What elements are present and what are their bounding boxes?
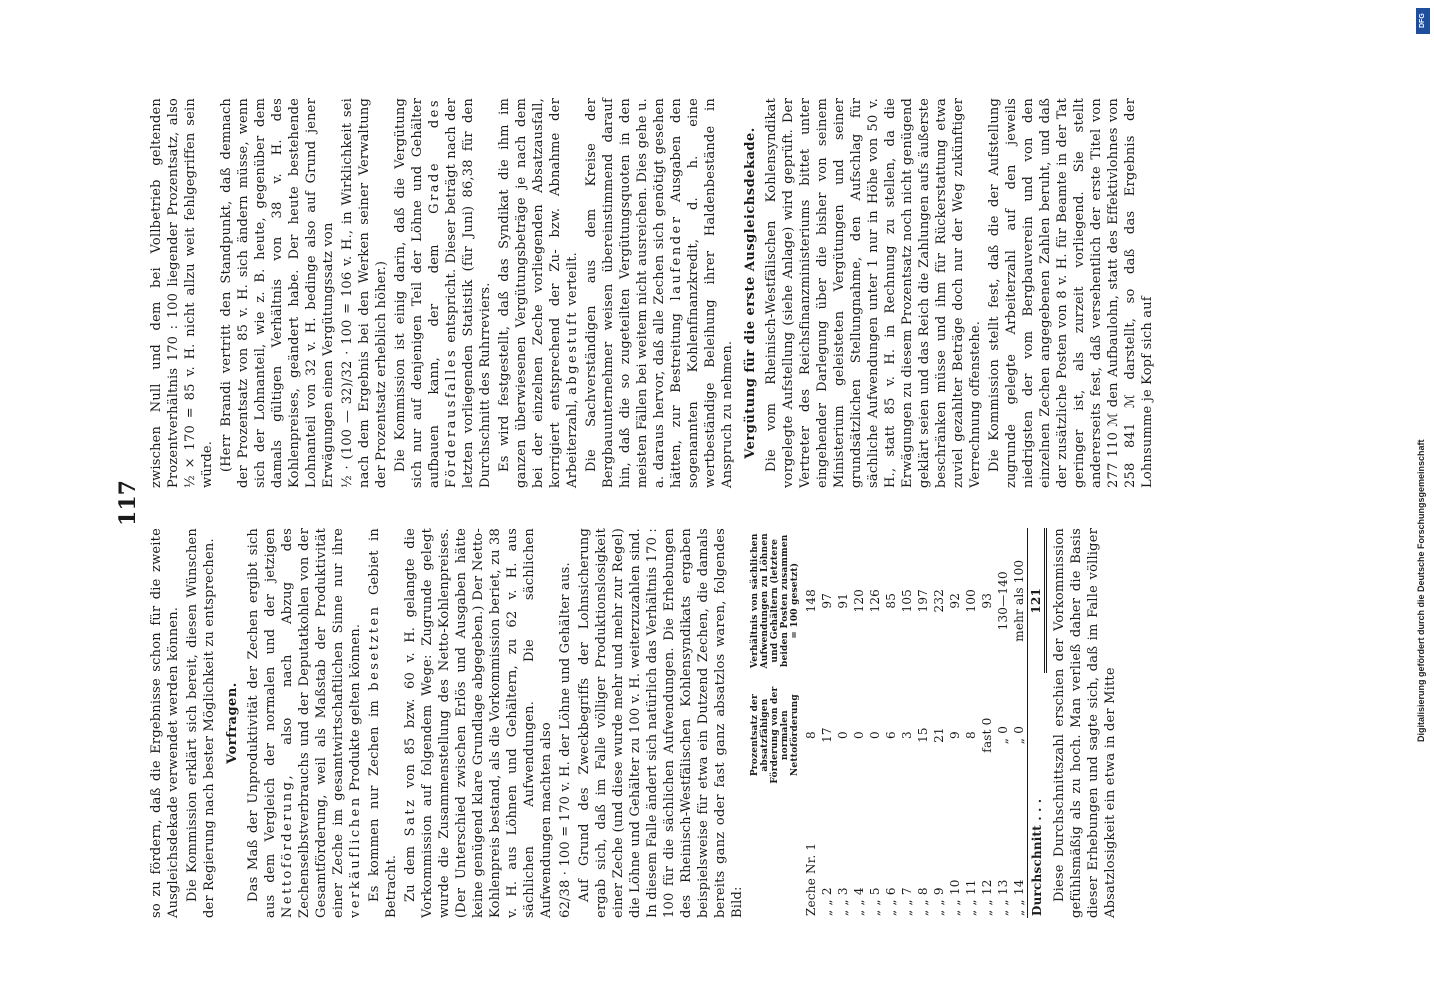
- row-ratio: 130—140: [996, 571, 1010, 631]
- left-paragraph-1: so zu fördern, daß die Ergebnisse schon für die zweite Ausgleichsdekade verwendet werden können.: [149, 528, 181, 918]
- right-paragraph-2: (Herr Brandi vertritt den Standpunkt, daß demnach der Prozentsatz von 85 v. H. sich ändern müsse, wenn sich der Lohnanteil, wie z. B. heute, gegenüber dem damals gültigen Verhältnis von 38 v. H. des Kohlenpreises, geändert habe. Der heute bestehende Lohnanteil von 32 v. H. bedinge also auf Grund jener Erwägungen einen Vergütungssatz von: [219, 98, 336, 488]
- digitization-credit: Digitalisierung gefördert durch die Deutsche Forschungsgemeinschaft: [1416, 439, 1426, 742]
- row-percent: fast 0: [980, 717, 994, 753]
- section-heading-vorfragen: Vorfragen.: [225, 682, 240, 764]
- average-value: 121: [1028, 528, 1046, 673]
- table-row: [899, 528, 915, 918]
- row-ratio: 197: [916, 588, 930, 613]
- row-zeche-label: „ „ 10: [948, 879, 962, 916]
- row-ratio: 126: [868, 588, 882, 613]
- row-zeche-label: „ „ 6: [884, 887, 898, 916]
- table-row: [835, 528, 851, 918]
- table-average-row: [1028, 528, 1046, 918]
- row-zeche-label: „ „ 8: [916, 887, 930, 916]
- table-row: [867, 528, 883, 918]
- row-percent: 0: [836, 731, 850, 740]
- left-paragraph-4: Es kommen nur Zechen im besetzten Gebiet in Betracht.: [367, 528, 399, 918]
- right-paragraph-5: Die Sachverständigen aus dem Kreise der Bergbauunternehmer weisen übereinstimmend darauf hin, daß die so zugeteilten Vergütungsquoten in den meisten Fällen bei weitem nicht ausreichen. Dies gehe u. a. daraus hervor, daß alle Zechen sich genötigt gesehen hätten, zur Bestreitung laufender Ausgaben den sogenannten Kohlenfinanzkredit, d. h. eine wertbeständige Beleihung ihrer Haldenbestände in Anspruch zu nehmen.: [584, 98, 735, 488]
- row-zeche-label: „ „ 3: [836, 887, 850, 916]
- table-row: [819, 528, 835, 918]
- row-ratio: 91: [836, 592, 850, 609]
- row-percent: 6: [884, 731, 898, 740]
- table-row: [947, 528, 963, 918]
- right-paragraph-1: zwischen Null und dem bei Vollbetrieb geltenden Prozentverhältnis 170 : 100 liegender Prozentsatz, also ½ × 170 = 85 v. H. nicht allzu weit fehlgegriffen sein würde.: [149, 98, 215, 488]
- row-ratio: 148: [804, 588, 818, 613]
- row-percent: 17: [820, 727, 834, 743]
- right-paragraph-4: Es wird festgestellt, daß das Syndikat die ihm im ganzen überwiesenen Vergütungsbeträge je nach dem bei der einzelnen Zeche vorliegenden Absatzausfall, korrigiert entsprechend der Zu- bzw. Abnahme der Arbeiterzahl, abgestuft verteilt.: [497, 98, 580, 488]
- row-ratio: mehr als 100: [1012, 559, 1026, 642]
- document-page-area: [115, 88, 1290, 918]
- table-row: [1011, 528, 1028, 918]
- row-ratio: 85: [884, 592, 898, 609]
- row-ratio: 92: [948, 592, 962, 609]
- row-ratio: 232: [932, 588, 946, 613]
- row-zeche-label: „ „ 5: [868, 887, 882, 916]
- right-paragraph-6: Die vom Rheinisch-Westfälischen Kohlensyndikat vorgelegte Aufstellung (siehe Anlage) wird geprüft. Der Vertreter des Reichsfinanzministeriums bittet unter eingehender Darlegung über die bisher von seinem Ministerium geleisteten Vergütungen und seiner grundsätzlichen Stellungnahme, den Aufschlag für sächliche Aufwendungen unter 1 nur in Höhe von 50 v. H., statt 85 v. H. in Rechnung zu stellen, da die Erwägungen zu diesem Prozentsatz noch nicht genügend geklärt seien und das Reich die Zahlungen aufs äußerste beschränken müsse und ihm für Rückerstattung etwa zuviel gezahlter Beträge doch nur der Weg zukünftiger Verrechnung offenstehe.: [764, 98, 983, 488]
- row-zeche-label: Zeche Nr. 1: [804, 842, 818, 916]
- row-ratio: 120: [852, 588, 866, 613]
- right-paragraph-3: Die Kommission ist einig darin, daß die Vergütung sich nur auf denjenigen Teil der Löhne und Gehälter aufbauen kann, der dem Grade des Förderausfalles entspricht. Dieser beträgt nach der letzten vorliegenden Statistik (für Juni) 86,38 für den Durchschnitt des Ruhrreviers.: [393, 98, 493, 488]
- left-paragraph-7: Diese Durchschnittszahl erschien der Vorkommission gefühlsmäßig als zu hoch. Man verließ daher die Basis dieser Erhebungen und sagte sich, daß im Falle völliger Absatzlosigkeit ein etwa in der Mitte: [1052, 528, 1118, 918]
- scanned-page: [115, 88, 1290, 918]
- row-percent: 0: [868, 731, 882, 740]
- table-row: [979, 528, 995, 918]
- table-body: [803, 528, 1028, 918]
- row-ratio: 93: [980, 592, 994, 609]
- table-row: [883, 528, 899, 918]
- left-paragraph-3: Das Maß der Unproduktivität der Zechen ergibt sich aus dem Vergleich der normalen und der jetzigen Nettoförderung, also nach Abzug des Zechenselbstverbrauchs und der Deputatkohlen von der Gesamtförderung, weil als Maßstab der Produktivität einer Zeche im gesamtwirtschaftlichen Sinne nur ihre verkäuflichen Produkte gelten können.: [246, 528, 363, 918]
- row-percent: „ 0: [996, 725, 1010, 745]
- right-formula: ½ · (100 — 32)/32 · 100 = 106 v. H., in Wirklichkeit sei nach dem Ergebnis bei den Werken seiner Verwaltung der Prozentsatz erheblich höher.): [340, 98, 389, 488]
- row-percent: 0: [852, 731, 866, 740]
- row-ratio: 100: [964, 588, 978, 613]
- table-row: [995, 528, 1011, 918]
- left-column: [148, 528, 1121, 918]
- row-percent: 8: [964, 731, 978, 740]
- average-label: Durchschnitt . . .: [1028, 797, 1046, 918]
- left-paragraph-6: Auf Grund des Zweckbegriffs der Lohnsicherung ergab sich, daß im Falle völliger Produktionslosigkeit einer Zeche (und diese wurde mehr und mehr zur Regel) die Löhne und Gehälter zu 100 v. H. weiterzuzahlen sind. In diesem Falle ändert sich natürlich das Verhältnis 170 : 100 für die sächlichen Aufwendungen. Die Erhebungen des Rheinisch-Westfälischen Kohlensyndikats ergaben beispielsweise für etwa ein Dutzend Zechen, die damals bereits ganz oder fast ganz absatzlos waren, folgendes Bild:: [577, 528, 745, 918]
- left-paragraph-5: Zu dem Satz von 85 bzw. 60 v. H. gelangte die Vorkommission auf folgendem Wege: Zugrunde gelegt wurde die Zusammenstellung des Netto-Kohlenpreises. (Der Unterschied zwischen Erlös und Ausgaben hätte keine genügend klare Grundlage abgegeben.) Der Netto-Kohlenpreis bestand, als die Vorkommission beriet, zu 38 v. H. aus Löhnen und Gehältern, zu 62 v. H. aus sächlichen Aufwendungen. Die sächlichen Aufwendungen machten also: [403, 528, 554, 918]
- section-heading-verguetung: Vergütung für die erste Ausgleichsdekade.: [743, 127, 758, 459]
- table-row: [915, 528, 931, 918]
- row-zeche-label: „ „ 14: [1012, 879, 1026, 916]
- table-row: [851, 528, 867, 918]
- table-header-zeche: [750, 797, 803, 918]
- dfg-logo-icon: DFG: [1416, 8, 1430, 34]
- table-header-percent: Prozentsatz der absatzfähigen Förderung von der normalen Nettoförderung: [750, 686, 800, 784]
- left-paragraph-2: Die Kommission erklärt sich bereit, diesen Wünschen der Regierung nach bester Möglichkeit zu entsprechen.: [185, 528, 217, 918]
- row-zeche-label: „ „ 11: [964, 879, 978, 916]
- left-formula: 62/38 · 100 = 170 v. H. der Löhne und Gehälter aus.: [558, 562, 573, 918]
- table-row: [803, 528, 819, 918]
- row-zeche-label: „ „ 7: [900, 887, 914, 916]
- row-percent: „ 0: [1012, 725, 1026, 745]
- table-row: [963, 528, 979, 918]
- row-zeche-label: „ „ 4: [852, 887, 866, 916]
- table-header-ratio: Verhältnis von sächlichen Aufwendungen zu Löhnen und Gehältern (letztere beiden Posten zusammen = 100 gesetzt): [750, 533, 800, 669]
- right-column: [148, 98, 1158, 488]
- page-number: 117: [115, 480, 141, 526]
- row-percent: 15: [916, 727, 930, 743]
- row-zeche-label: „ „ 2: [820, 887, 834, 916]
- row-zeche-label: „ „ 12: [980, 879, 994, 916]
- table-row: [931, 528, 947, 918]
- row-zeche-label: „ „ 9: [932, 887, 946, 916]
- right-paragraph-7: Die Kommission stellt fest, daß die der Aufstellung zugrunde gelegte Arbeiterzahl auf den jeweils niedrigsten der vom Bergbauverein und von den einzelnen Zechen angegebenen Zahlen beruht, und daß der zusätzliche Posten von 8 v. H. für Beamte in der Tat geringer ist, als zurzeit vorliegend. Sie stellt andererseits fest, daß versehentlich der erste Titel von 277 110 ℳ den Aufbaulohn, statt des Effektivlohnes von 258 841 ℳ darstellt, so daß das Ergebnis der Lohnsumme je Kopf sich auf: [987, 98, 1155, 488]
- digitization-credit-bar: [1416, 8, 1430, 742]
- row-ratio: 105: [900, 588, 914, 613]
- row-percent: 3: [900, 731, 914, 740]
- row-percent: 21: [932, 727, 946, 743]
- zechen-table: [750, 528, 1047, 918]
- row-zeche-label: „ „ 13: [996, 879, 1010, 916]
- row-ratio: 97: [820, 592, 834, 609]
- row-percent: 8: [804, 731, 818, 740]
- row-percent: 9: [948, 731, 962, 740]
